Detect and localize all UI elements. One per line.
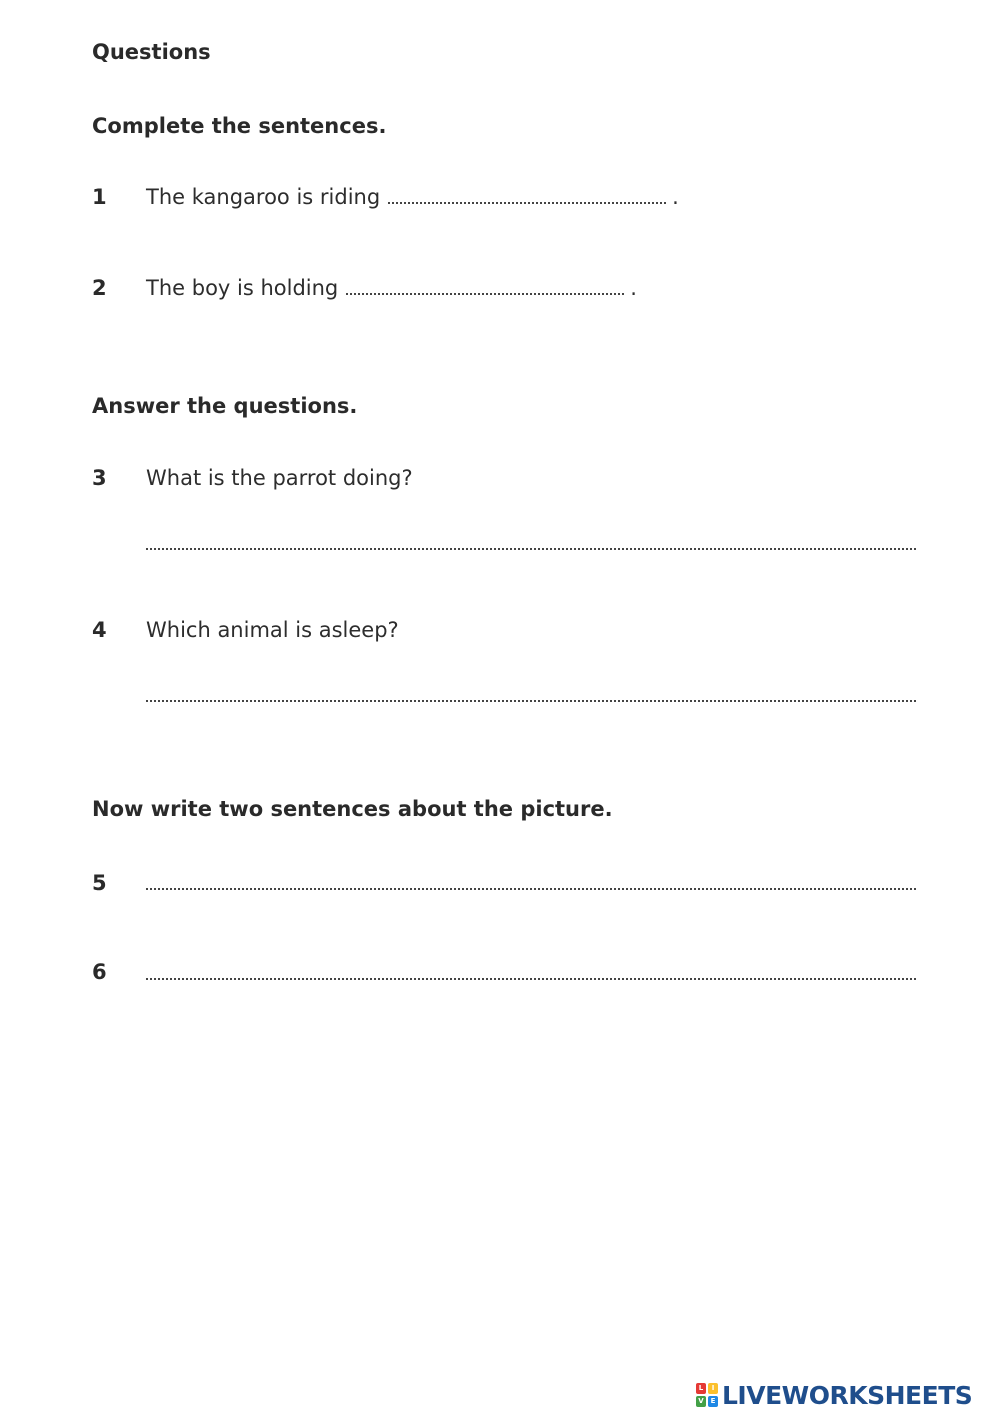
answer-line-4[interactable] <box>146 700 916 702</box>
answer-line-5[interactable] <box>146 888 916 890</box>
section-heading-complete: Complete the sentences. <box>92 114 387 138</box>
logo-tile: V <box>696 1396 706 1407</box>
sentence-period: . <box>630 276 637 300</box>
question-text: The kangaroo is riding <box>146 185 381 209</box>
logo-tile: I <box>708 1383 718 1394</box>
answer-blank-2[interactable] <box>346 292 624 295</box>
question-text: Which animal is asleep? <box>146 618 399 642</box>
page-title: Questions <box>92 40 211 64</box>
question-number: 3 <box>92 466 107 490</box>
brand-name: LIVEWORKSHEETS <box>722 1380 973 1410</box>
question-number: 1 <box>92 185 107 209</box>
question-number: 5 <box>92 871 107 895</box>
question-text: What is the parrot doing? <box>146 466 413 490</box>
section-heading-answer: Answer the questions. <box>92 394 358 418</box>
liveworksheets-logo <box>696 1380 972 1410</box>
question-number: 2 <box>92 276 107 300</box>
question-2 <box>146 276 637 300</box>
section-heading-write: Now write two sentences about the picture. <box>92 797 613 821</box>
question-text: The boy is holding <box>146 276 339 300</box>
question-number: 6 <box>92 960 107 984</box>
logo-mark-icon <box>696 1383 718 1407</box>
question-number: 4 <box>92 618 107 642</box>
answer-blank-1[interactable] <box>388 201 666 204</box>
question-1 <box>146 185 679 209</box>
logo-tile: L <box>696 1383 706 1394</box>
answer-line-3[interactable] <box>146 548 916 550</box>
answer-line-6[interactable] <box>146 978 916 980</box>
sentence-period: . <box>672 185 679 209</box>
logo-tile: E <box>708 1396 718 1407</box>
